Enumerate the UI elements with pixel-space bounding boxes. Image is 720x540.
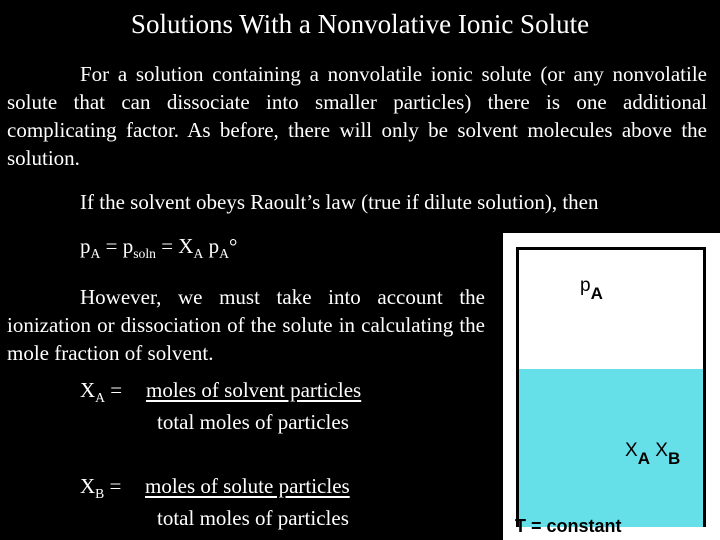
eq-p-sub: A [90,245,101,261]
xa-fraction [80,376,500,440]
xb-label-sub: B [667,449,681,468]
vapor-p: p [580,275,591,296]
xa-label: X [625,440,638,461]
xa-label-sub: A [637,449,650,468]
vapor-pressure-diagram [503,233,720,540]
eq-p2-sub: A [219,245,229,261]
xa-lhs-eq: = [105,378,123,402]
vapor-pressure-label [580,275,603,303]
eq-p: p [80,234,91,258]
xa-lhs-var: X [80,378,96,402]
mole-fraction-labels [625,440,681,468]
xa-denominator: total moles of particles [157,410,349,434]
xb-lhs-sub: B [95,485,105,501]
slide-title: Solutions With a Nonvolative Ionic Solute [130,9,590,39]
eq-part1: = p [100,234,134,258]
xb-label: X [655,440,668,461]
xb-numerator: moles of solute particles [145,474,350,498]
temperature-constant-label: T = constant [515,516,622,536]
eq-p2: p [203,234,220,258]
ionization-paragraph: However, we must take into account the ionization or dissociation of the solute in calculating the mole fraction of solvent. [7,285,485,365]
raoult-equation [80,232,237,260]
vapor-sub: A [590,284,603,303]
xb-denominator: total moles of particles [157,506,349,530]
xa-numerator: moles of solvent particles [146,378,362,402]
xa-lhs [80,376,122,404]
xb-lhs-var: X [80,474,96,498]
xa-lhs-sub: A [95,389,106,405]
xb-fraction [80,472,500,536]
eq-degree: ° [228,234,238,258]
xb-lhs [80,472,121,500]
solution-container [516,247,706,527]
xb-lhs-eq: = [104,474,122,498]
eq-x-sub: A [193,245,204,261]
raoult-paragraph: If the solvent obeys Raoult’s law (true if dilute solution), then [80,190,599,214]
eq-psoln-sub: soln [133,245,156,261]
eq-part2: = X [155,234,194,258]
intro-paragraph: For a solution containing a nonvolatile ionic solute (or any nonvolatile solute that can dissociate into smaller particles) there is one additional complicating factor. As before, there will only be solvent molecules above the solution. [7,62,707,170]
